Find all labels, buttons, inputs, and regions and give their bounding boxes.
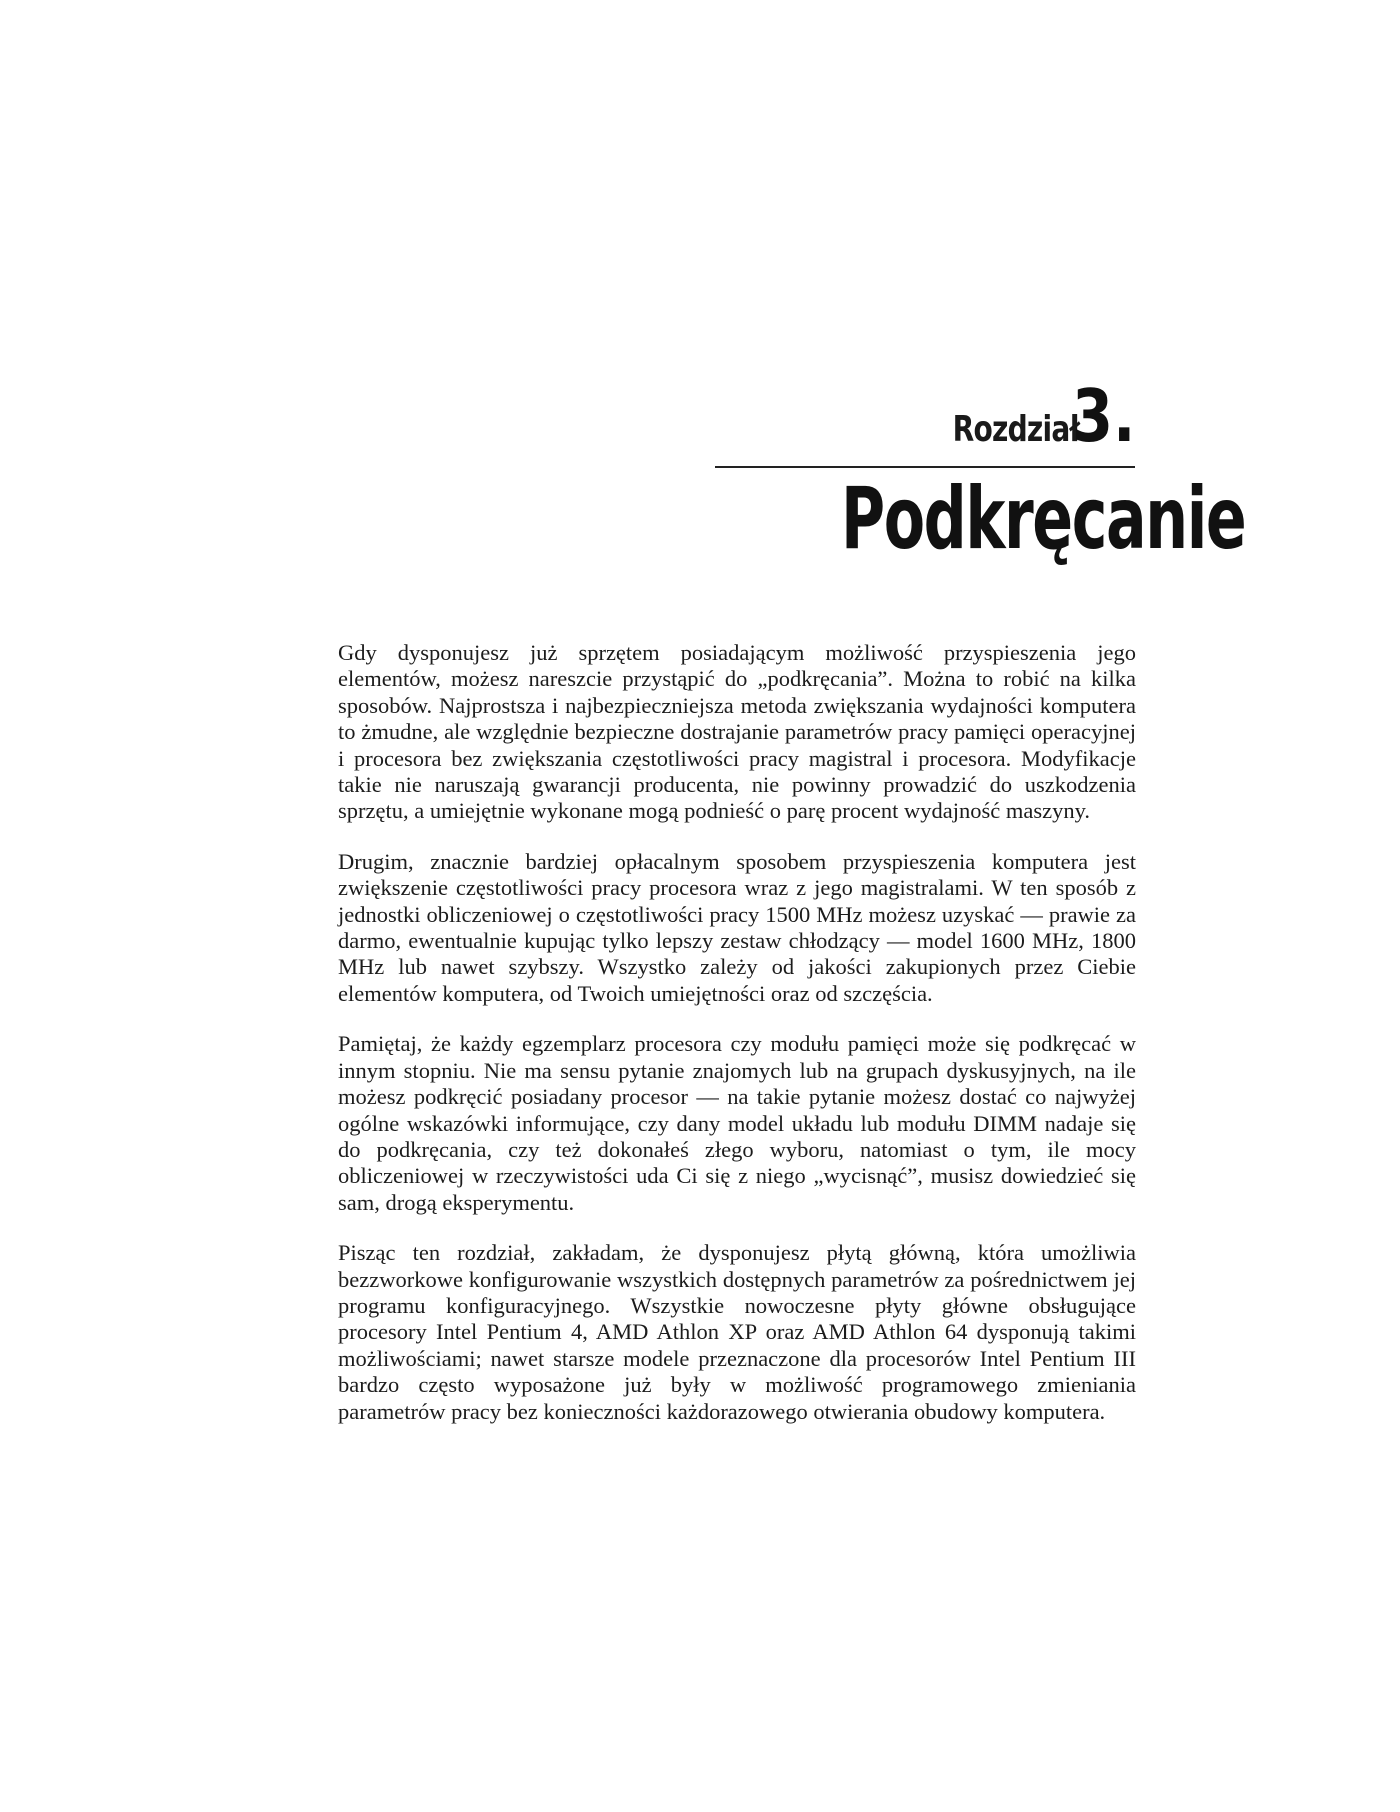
chapter-number: 3. xyxy=(1071,374,1135,458)
chapter-header xyxy=(715,374,1246,569)
chapter-divider xyxy=(715,466,1135,468)
paragraph: Pisząc ten rozdział, zakładam, że dysponujesz płytą główną, która umożliwia bezzworkowe konfigurowanie wszystkich dostępnych parametrów za pośrednictwem jej programu konfiguracyjnego. Wszystkie nowoczesne płyty główne obsługujące procesory Intel Pentium 4, AMD Athlon XP oraz AMD Athlon 64 dysponują takimi możliwościami; nawet starsze modele przeznaczone dla procesorów Intel Pentium III bardzo często wyposażone już były w możliwość programowego zmieniania parametrów pracy bez konieczności każdorazowego otwierania obudowy komputera. xyxy=(338,1240,1136,1424)
paragraph: Gdy dysponujesz już sprzętem posiadającym możliwość przyspieszenia jego elementów, możesz nareszcie przystąpić do „podkręcania”. Można to robić na kilka sposobów. Najprostsza i najbezpieczniejsza metoda zwiększania wydajności komputera to żmudne, ale względnie bezpieczne dostrajanie parametrów pracy pamięci operacyjnej i procesora bez zwiększania częstotliwości pracy magistral i procesora. Modyfikacje takie nie naruszają gwarancji producenta, nie powinny prowadzić do uszkodzenia sprzętu, a umiejętnie wykonane mogą podnieść o parę procent wydajność maszyny. xyxy=(338,640,1136,824)
paragraph: Drugim, znacznie bardziej opłacalnym sposobem przyspieszenia komputera jest zwiększenie częstotliwości pracy procesora wraz z jego magistralami. W ten sposób z jednostki obliczeniowej o częstotliwości pracy 1500 MHz możesz uzyskać — prawie za darmo, ewentualnie kupując tylko lepszy zestaw chłodzący — model 1600 MHz, 1800 MHz lub nawet szybszy. Wszystko zależy od jakości zakupionych przez Ciebie elementów komputera, od Twoich umiejętności oraz od szczęścia. xyxy=(338,848,1136,1006)
chapter-label-row xyxy=(715,374,1135,462)
chapter-title: Podkręcanie xyxy=(841,469,1246,569)
paragraph: Pamiętaj, że każdy egzemplarz procesora czy modułu pamięci może się podkręcać w innym stopniu. Nie ma sensu pytanie znajomych lub na grupach dyskusyjnych, na ile możesz podkręcić posiadany procesor — na takie pytanie możesz dostać co najwyżej ogólne wskazówki informujące, czy dany model układu lub modułu DIMM nadaje się do podkręcania, czy też dokonałeś złego wyboru, natomiast o tym, ile mocy obliczeniowej w rzeczywistości uda Ci się z niego „wycisnąć”, musisz dowiedzieć się sam, drogą eksperymentu. xyxy=(338,1031,1136,1215)
chapter-body xyxy=(338,640,1136,1449)
chapter-label: Rozdział xyxy=(953,409,1080,450)
